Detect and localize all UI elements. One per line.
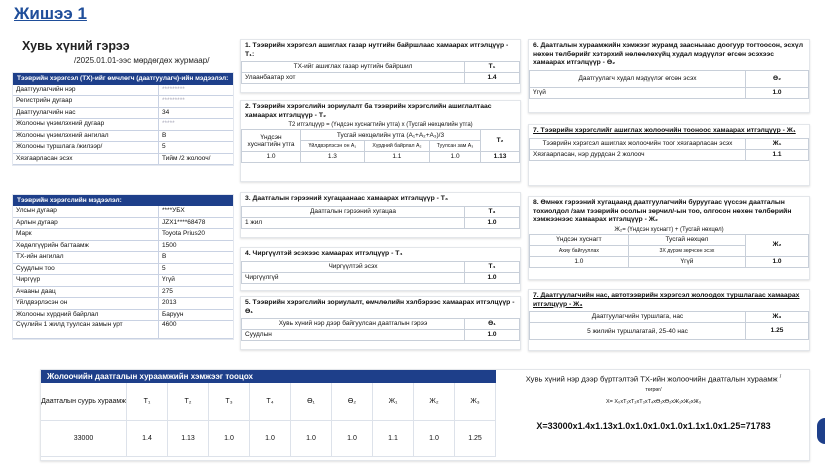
t1-value: 1.4	[465, 73, 520, 84]
theta2-value: 1.0	[746, 87, 809, 98]
j2-title: 8. Өмнөх гэрээний хугацаанд даатгуулагчийн буруугаас үүссэн даатгалын тохиолдол /зам тээврийн осолын зөрчил/-ын тоо, олгосон нөхөн төлбөрийн хэмжээнээс хамаарах итгэлцүүр - Ж₂	[533, 199, 792, 223]
t4-table	[241, 261, 520, 284]
info-value: *****	[162, 120, 175, 128]
t4-col-symbol: Т₄	[465, 261, 520, 272]
coefficient-t1-box	[240, 39, 521, 93]
page-title: Жишээ 1	[14, 4, 87, 23]
info-row	[13, 264, 233, 276]
j2-sub1-header: Ахиу байгууллах	[530, 245, 629, 256]
info-label: Хязгаарласан эсэх	[13, 154, 159, 165]
j1-col-symbol: Ж₁	[746, 138, 809, 149]
info-label: Регистрийн дугаар	[13, 96, 159, 107]
theta1-title: 5. Тээврийн хэрэгслийн зориулалт, өмчлөлийн хэлбэрээс хамаарах итгэлцүүр - ϴ₁	[245, 299, 515, 315]
j1-value: 1.1	[746, 149, 809, 160]
t2-a2-value: 1.1	[364, 152, 429, 163]
info-row	[13, 275, 233, 287]
coefficient-t4-box	[240, 247, 521, 291]
coef-value: 1.13	[168, 421, 209, 457]
t2-a3-value: 1.0	[430, 152, 481, 163]
j3-value: 1.25	[746, 323, 809, 340]
t2-table	[241, 129, 520, 163]
coef-header: Ж₂	[414, 383, 455, 421]
theta2-table	[529, 70, 809, 99]
j3-col-label: Даатгуулагчийн туршлага, нас	[530, 312, 746, 323]
info-label: Даатгуулагчийн нас	[13, 108, 159, 119]
info-row	[13, 154, 233, 166]
coef-value: 1.25	[455, 421, 496, 457]
info-row	[13, 241, 233, 253]
contract-subtitle: Хувь хүний гэрээ	[22, 39, 130, 53]
coef-value: 1.0	[250, 421, 291, 457]
info-value: 275	[162, 287, 173, 295]
coef-value: 1.4	[127, 421, 168, 457]
base-premium-header: Даатгалын суурь хураамж	[41, 383, 127, 421]
result-formula: X= X₀хТ₁хТ₂хТ₃хТ₄хϴ₁хϴ₂хЖ₁хЖ₂хЖ₃	[605, 399, 702, 406]
t1-title: 1. Тээврийн хэрэгсэл ашиглах газар нутгийн байршлаас хамаарах итгэлцүүр - Т₁:	[245, 42, 509, 58]
j1-col-label: Тээврийн хэрэгсэл ашиглах жолоочийн тоог хязгаарласан эсэх	[530, 138, 746, 149]
t3-title: 3. Даатгалын гэрээний хугацаанаас хамаарах итгэлцүүр - Т₃	[245, 195, 449, 202]
j3-col-symbol: Ж₃	[746, 312, 809, 323]
info-label: Сүүлийн 1 жилд туулсан замын урт	[13, 321, 159, 338]
info-label: Чиргүүр	[13, 275, 159, 286]
coefficient-t3-box	[240, 192, 521, 238]
t2-a1-header: Үйлдвэрлэсэн он А₁	[301, 141, 365, 152]
t2-base-header: Үндсэн хуснагтийн утга	[242, 130, 301, 152]
coef-header: Т₁	[127, 383, 168, 421]
premium-summary-title: Жолоочийн даатгалын хураамжийн хэмжээг тооцох	[41, 370, 496, 383]
info-value: Баруун	[162, 310, 184, 318]
info-row	[13, 108, 233, 120]
t2-special-header: Тусгай нөхцөлийн утга (А₁+А₂+А₃)/3	[301, 130, 481, 141]
coef-value: 1.0	[209, 421, 250, 457]
info-value: *********	[162, 85, 185, 93]
vehicle-info-panel	[13, 195, 233, 339]
t4-title: 4. Чиргүүлтэй эсэхээс хамаарах итгэлцүүр - Т₄	[245, 250, 403, 257]
info-label: Хөдөлгүүрийн багтаамж	[13, 241, 159, 252]
coef-header: ϴ₁	[291, 383, 332, 421]
info-row	[13, 85, 233, 97]
j3-table	[529, 311, 809, 340]
info-value: 5	[162, 143, 166, 151]
info-row	[13, 206, 233, 218]
theta1-col-label: Хувь хүний нэр дээр байгуулсан даатгалын гэрээ	[242, 319, 465, 330]
info-label: Жолооны үнэмлэхний ангилал	[13, 131, 159, 142]
info-row	[13, 310, 233, 322]
j3-experience: 5 жилийн туршлагатай, 25-40 нас	[530, 323, 746, 340]
premium-result	[501, 372, 806, 431]
info-value: 4600	[162, 321, 177, 328]
info-row	[13, 96, 233, 108]
coef-header: Ж₁	[373, 383, 414, 421]
theta2-col-label: Даатгуулагч худал мэдүүлэг өгсөн эсэх	[530, 70, 746, 87]
t2-formula: Т2 итгэлцүүр = (Үндсэн хуснагтийн утга) х (Тусгай нөхцөлийн утга)	[288, 122, 473, 128]
t4-trailer: Чиргүүлгүй	[242, 272, 465, 283]
info-label: Суудлын тоо	[13, 264, 159, 275]
side-scroll-tab[interactable]	[817, 418, 825, 444]
premium-summary-box	[40, 369, 810, 461]
result-unit: /төгрөг/	[645, 374, 782, 393]
coef-header: Т₄	[250, 383, 291, 421]
result-calculation: X=33000x1.4x1.13x1.0x1.0x1.0x1.0x1.1x1.0x1.25=71783	[536, 421, 771, 432]
info-label: Үйлдвэрлэсэн он	[13, 298, 159, 309]
t1-col-symbol: Т₁	[465, 62, 520, 73]
info-row	[13, 287, 233, 299]
j2-value: 1.0	[746, 256, 809, 267]
info-value: B	[162, 253, 167, 260]
info-value: B	[162, 131, 167, 139]
info-row	[13, 119, 233, 131]
info-label: Ачааны даац	[13, 287, 159, 298]
info-label: Даатгуулагчийн нэр	[13, 85, 159, 96]
coefficient-t2-box	[240, 100, 521, 182]
info-value: Үгүй	[162, 276, 175, 283]
t1-table	[241, 61, 520, 84]
theta1-purpose: Суудлын	[242, 330, 465, 341]
j2-formula: Ж₂= (Үндсэн хуснагт) + (Тусгай нөхцөл)	[614, 226, 724, 233]
theta2-false-statement: Үгүй	[530, 87, 746, 98]
t3-value: 1.0	[465, 217, 520, 228]
coef-header: Ж₃	[455, 383, 496, 421]
vehicle-info-title: Тээврийн хэрэгслийн мэдээлэл:	[13, 195, 233, 206]
coef-header: Т₂	[168, 383, 209, 421]
regulation-note: /2025.01.01-ээс мөрдөгдөх журмаар/	[74, 56, 210, 65]
info-row	[13, 321, 233, 339]
j2-sub2-header: 3Х дүрэм зөрчсөн эсэх	[628, 245, 745, 256]
t2-value: 1.13	[481, 152, 520, 163]
owner-info-title: Тээврийн хэрэгсэл (ТХ)-ийг өмчлөгч (даатгуулагч)-ийн мэдээлэл:	[13, 73, 233, 85]
j1-drivers: Хязгаарласан, нэр дурдсан 2 жолооч	[530, 149, 746, 160]
coef-value: 1.1	[373, 421, 414, 457]
theta1-value: 1.0	[465, 330, 520, 341]
j2-base-header: Үндсэн хуснагт	[530, 234, 629, 245]
theta2-title: 6. Даатгалын хураамжийн хэмжээг журамд заасныаас доогуур тогтоосон, эсхүл нөхөн төлбөрийг хэтэрхий нөлөөлөхүйц худал мэдүүлэг өгсөн эсэхээс хамаарах итгэлцүүр - ϴ₂	[533, 42, 804, 66]
t2-a1-value: 1.3	[301, 152, 365, 163]
info-value: 5	[162, 264, 166, 272]
premium-summary-table	[41, 383, 496, 457]
info-value: 34	[162, 108, 170, 116]
t4-col-label: Чиргүүлтэй эсэх	[242, 261, 465, 272]
t1-location: Улаанбаатар хот	[242, 73, 465, 84]
info-row	[13, 229, 233, 241]
owner-info-panel	[13, 73, 233, 165]
info-label: Жолооны үнэмлэхний дугаар	[13, 119, 159, 130]
j2-symbol-header: Ж₂	[746, 234, 809, 256]
j1-table	[529, 138, 809, 161]
info-value: Toyota Prius20	[162, 230, 205, 237]
t2-title: 2. Тээврийн хэрэгслийн зориулалт ба тээврийн хэрэгслийн ашиглалтаас хамаарах итгэлцүүр - Т₂	[245, 103, 492, 119]
coef-value: 1.0	[332, 421, 373, 457]
coefficient-theta2-box	[528, 39, 810, 113]
t3-col-symbol: Т₃	[465, 206, 520, 217]
t3-col-label: Даатгалын гэрээний хугацаа	[242, 206, 465, 217]
j1-title: 7. Тээврийн хэрэгслийг ашиглах жолоочийн тооноос хамаарах итгэлцүүр - Ж₁	[533, 127, 796, 134]
coef-header: Т₃	[209, 383, 250, 421]
info-row	[13, 298, 233, 310]
info-label: ТХ-ийн ангилал	[13, 252, 159, 263]
theta1-col-symbol: ϴ₁	[465, 319, 520, 330]
info-row	[13, 142, 233, 154]
theta2-col-symbol: ϴ₂	[746, 70, 809, 87]
coef-value: 1.0	[291, 421, 332, 457]
t2-base-value: 1.0	[242, 152, 301, 163]
base-premium-value: 33000	[41, 421, 127, 457]
theta1-table	[241, 318, 520, 341]
info-row	[13, 252, 233, 264]
info-row	[13, 131, 233, 143]
info-label: Марк	[13, 229, 159, 240]
j2-special-value: Үгүй	[628, 256, 745, 267]
info-value: 2013	[162, 299, 177, 306]
info-label: Жолооны туршлага /жилээр/	[13, 142, 159, 153]
info-value: ****УБХ	[162, 207, 185, 214]
coefficient-j3-box	[528, 289, 810, 351]
j2-table	[529, 234, 809, 268]
info-value: JZX1****68478	[162, 218, 206, 226]
t4-value: 1.0	[465, 272, 520, 283]
j2-special-header: Тусгай нөхцөл	[628, 234, 745, 245]
info-label: Улсын дугаар	[13, 206, 159, 217]
t2-a2-header: Хүрдний байрлал А₂	[364, 141, 429, 152]
coef-value: 1.0	[414, 421, 455, 457]
t3-table	[241, 206, 520, 229]
coef-header: ϴ₂	[332, 383, 373, 421]
t3-term: 1 жил	[242, 217, 465, 228]
t1-col-label: ТХ-ийг ашиглах газар нутгийн байршил	[242, 62, 465, 73]
coefficient-theta1-box	[240, 296, 521, 350]
j3-title: 7. Даатгуулагчийн нас, автотээврийн хэрэгсэл жолоодох туршлагаас хамаарах итгэлцүүр - Ж₃	[533, 292, 800, 308]
coefficient-j2-box	[528, 196, 810, 280]
t2-a3-header: Туулсан зам А₃	[430, 141, 481, 152]
j2-base-value: 1.0	[530, 256, 629, 267]
info-value: 1500	[162, 241, 177, 249]
info-label: Арлын дугаар	[13, 218, 159, 229]
info-value: *********	[162, 97, 185, 105]
info-value: Тийм /2 жолооч/	[162, 154, 211, 162]
coefficient-j1-box	[528, 124, 810, 186]
t2-symbol-header: Т₂	[481, 130, 520, 152]
info-label: Жолооны хүрдний байрлал	[13, 310, 159, 321]
info-row	[13, 218, 233, 230]
result-title: Хувь хүний нэр дээр бүртгэлтэй ТХ-ийн жолоочийн даатгалын хураамж	[525, 374, 778, 384]
